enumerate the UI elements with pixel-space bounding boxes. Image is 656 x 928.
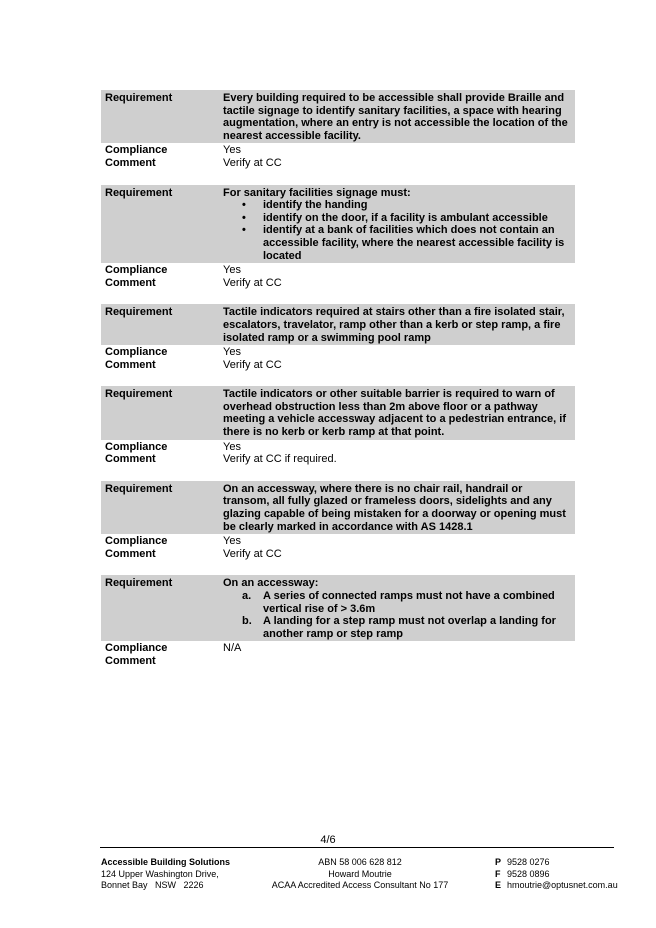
compliance-row (101, 345, 575, 371)
comment-value: Verify at CC (223, 276, 282, 289)
requirement-label: Requirement (105, 577, 173, 590)
comment-label: Comment (105, 547, 156, 560)
requirement-text: On an accessway, where there is no chair rail, handrail or transom, all fully glazed or frameless doors, sidelights and any glazing capable of being mistaken for a doorway or opening must be clearly marked in accordance with AS 1428.1 (223, 482, 566, 533)
requirement-text: Tactile indicators or other suitable barrier is required to warn of overhead obstruction less than 2m above floor or a pathway meeting a vehicle accessway adjacent to a pedestrian entrance, if there is no kerb or kerb ramp at that point. (223, 388, 566, 439)
comment-label: Comment (105, 358, 156, 371)
page-number: 4/6 (320, 834, 336, 846)
requirement-label: Requirement (105, 388, 173, 401)
requirement-row (101, 185, 575, 264)
requirement-text: Tactile indicators required at stairs other than a fire isolated stair, escalators, travelator, ramp other than a kerb or step ramp, a fire isolated ramp or a swimming pool ramp (223, 306, 565, 344)
address-line-1: 124 Upper Washington Drive, (101, 868, 219, 879)
list-item: • identify the handing (242, 199, 368, 212)
list-item: b. A landing for a step ramp must not overlap a landing for another ramp or step ramp (242, 615, 556, 640)
bullet-marker: • (242, 199, 246, 212)
compliance-row (101, 263, 575, 289)
bullet-list (223, 199, 569, 262)
compliance-label: Compliance (105, 535, 168, 548)
requirement-row (101, 575, 575, 641)
consultant-name: Howard Moutrie (328, 868, 392, 879)
requirement-label: Requirement (105, 306, 173, 319)
requirement-label: Requirement (105, 92, 173, 104)
compliance-label: Compliance (105, 440, 168, 453)
bullet-marker: • (242, 211, 246, 224)
compliance-value: Yes (223, 144, 241, 157)
abn: ABN 58 006 628 812 (318, 857, 402, 867)
footer-contact (495, 857, 618, 892)
requirements-table (101, 90, 575, 683)
phone: P 9528 0276 (495, 857, 550, 867)
comment-value: Verify at CC (223, 156, 282, 169)
compliance-label: Compliance (105, 642, 168, 655)
list-item: • identify on the door, if a facility is ambulant accessible (242, 211, 548, 224)
compliance-label: Compliance (105, 144, 168, 157)
requirement-text: Every building required to be accessible shall provide Braille and tactile signage to identify sanitary facilities, a space with hearing augmentation, where an entry is not accessible the location of the nearest accessible facility. (223, 92, 568, 142)
requirement-text (223, 187, 575, 263)
footer-divider (100, 847, 614, 848)
requirement-intro: On an accessway: (223, 577, 319, 590)
compliance-row (101, 641, 575, 667)
comment-value: Verify at CC (223, 358, 282, 371)
compliance-row (101, 143, 575, 169)
compliance-value: Yes (223, 264, 241, 277)
requirement-label: Requirement (105, 186, 173, 199)
compliance-value: Yes (223, 440, 241, 453)
requirement-row (101, 386, 575, 439)
compliance-value: Yes (223, 535, 241, 548)
accreditation: ACAA Accredited Access Consultant No 177 (271, 880, 449, 890)
lettered-list (223, 590, 569, 640)
email[interactable]: E hmoutrie@optusnet.com.au (495, 880, 618, 890)
requirement-block (101, 575, 575, 667)
requirement-block (101, 481, 575, 561)
list-marker: b. (242, 615, 252, 628)
compliance-label: Compliance (105, 264, 168, 277)
comment-label: Comment (105, 654, 156, 667)
compliance-label: Compliance (105, 346, 168, 359)
requirement-row (101, 90, 575, 143)
requirement-block (101, 185, 575, 290)
requirement-row (101, 481, 575, 534)
bullet-marker: • (242, 224, 246, 237)
comment-value: Verify at CC (223, 547, 282, 560)
address-line-2: Bonnet Bay NSW 2226 (101, 880, 204, 890)
footer-company (101, 857, 230, 892)
requirement-label: Requirement (105, 482, 173, 495)
company-name: Accessible Building Solutions (101, 857, 231, 867)
requirement-block (101, 304, 575, 371)
compliance-value: N/A (223, 642, 242, 655)
footer-consultant (250, 857, 470, 892)
list-item: a. A series of connected ramps must not have a combined vertical rise of > 3.6m (242, 590, 555, 615)
requirement-row (101, 304, 575, 345)
comment-label: Comment (105, 276, 156, 289)
requirement-block (101, 386, 575, 466)
list-item: • identify at a bank of facilities which does not contain an accessible facility, where the nearest accessible facility is located (242, 224, 565, 262)
comment-value: Verify at CC if required. (223, 453, 337, 466)
requirement-block (101, 90, 575, 170)
list-marker: a. (242, 590, 252, 602)
requirement-text (223, 577, 575, 640)
requirement-intro: For sanitary facilities signage must: (223, 186, 411, 199)
fax: F 9528 0896 (495, 868, 550, 879)
compliance-row (101, 534, 575, 560)
compliance-row (101, 440, 575, 466)
comment-label: Comment (105, 453, 156, 466)
compliance-value: Yes (223, 346, 241, 359)
comment-label: Comment (105, 156, 156, 169)
